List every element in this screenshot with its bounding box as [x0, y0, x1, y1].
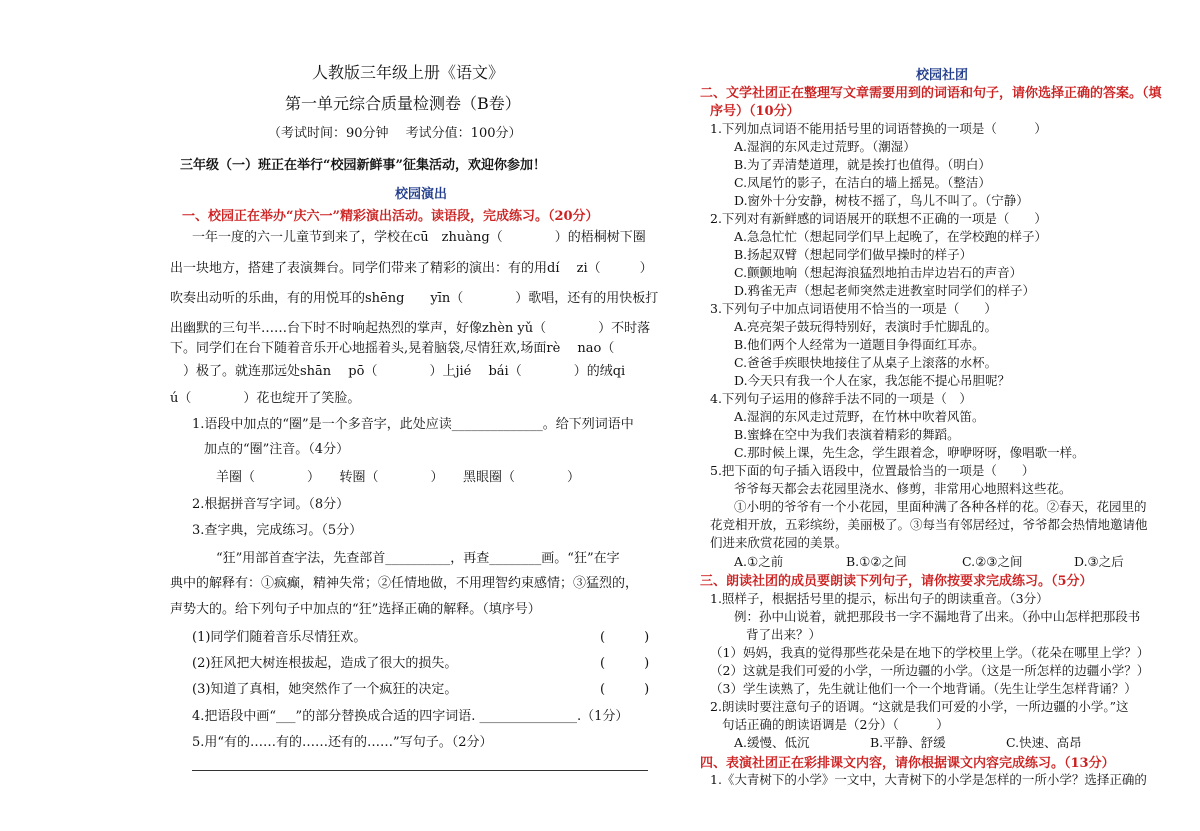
exam-info: （考试时间：90分钟 考试分值：100分） [268, 126, 522, 141]
answer-line[interactable] [192, 770, 648, 771]
question-1-1-points: 加点的“圈”注音。（4分） [204, 442, 350, 457]
intro-text: 三年级（一）班正在举行“校园新鲜事”征集活动，欢迎你参加！ [180, 158, 546, 173]
question-1-3-text: 声势大的。给下列句子中加点的“狂”选择正确的解释。（填序号） [170, 602, 541, 617]
question-1-title: 一、校园正在举办“庆六一”精彩演出活动。读语段，完成练习。（20分） [182, 209, 599, 224]
passage-line: 吹奏出动听的乐曲，有的用悦耳的shēng yīn（ ）歌唱，还有的用快板打 [170, 291, 659, 306]
q2-line: 2.下列对有新鲜感的词语展开的联想不正确的一项是（ ） [710, 211, 1047, 226]
q3-line: 1.照样子，根据括号里的提示，标出句子的朗读重音。（3分） [710, 591, 1049, 606]
question-4-title: 四、表演社团正在彩排课文内容，请你根据课文内容完成练习。（13分） [700, 756, 1115, 771]
q4-line: 1.《大青树下的小学》一文中，大青树下的小学是怎样的一所小学？选择正确的 [710, 772, 1147, 787]
q3-line: （3）学生读熟了，先生就让他们一个一个地背诵。（先生让学生怎样背诵？） [710, 681, 1137, 696]
question-1-3: 3.查字典，完成练习。（5分） [192, 523, 363, 538]
answer-paren[interactable]: ( ) [600, 656, 650, 671]
question-1-3-item: (3)知道了真相，她突然作了一个疯狂的决定。 [192, 682, 458, 697]
question-1-2: 2.根据拼音写字词。（8分） [192, 497, 350, 512]
q2-line: 3.下列句子中加点词语使用不恰当的一项是（ ） [710, 301, 997, 316]
q2-5-option: D.③之后 [1074, 554, 1124, 569]
passage-line: 出一块地方，搭建了表演舞台。同学们带来了精彩的演出：有的用dí zi（ ） [170, 261, 653, 276]
q2-text: ①小明的爷爷有一个小花园，里面种满了各种各样的花。②春天，花园里的 [734, 499, 1147, 514]
q2-option: B.为了弄清楚道理，就是挨打也值得。（明白） [734, 157, 991, 172]
q2-text: 们进来欣赏花园的美景。 [710, 535, 848, 550]
q2-option: B.蜜蜂在空中为我们表演着精彩的舞蹈。 [734, 427, 960, 442]
question-1-1: 1.语段中加点的“圈”是一个多音字，此处应读______________。给下列词语中 [192, 417, 634, 432]
passage-line: 下。同学们在台下随着音乐开心地摇着头,晃着脑袋,尽情狂欢,场面rè nao（ [170, 341, 615, 356]
q3-2-option: B.平静、舒缓 [870, 735, 946, 750]
q2-5-option: B.①②之间 [846, 554, 907, 569]
q2-option: A.急急忙忙（想起同学们早上起晚了，在学校跑的样子） [734, 229, 1048, 244]
q2-5-option: A.①之前 [734, 554, 784, 569]
q2-option: B.他们两个人经常为一道题目争得面红耳赤。 [734, 337, 985, 352]
question-1-3-text: 典中的解释有：①疯癫，精神失常；②任情地做，不用理智约束感情；③猛烈的， [170, 576, 639, 591]
q3-line: （1）妈妈，我真的觉得那些花朵是在地下的学校里上学。（花朵在哪里上学？） [710, 645, 1150, 660]
question-1-4: 4.把语段中画“___”的部分替换成合适的四字词语. _______________.（1分） [192, 709, 629, 724]
answer-paren[interactable]: ( ) [600, 630, 650, 645]
passage-line: 一年一度的六一儿童节到来了，学校在cū zhuàng（ ）的梧桐树下圈 [192, 230, 646, 245]
q3-line: 句话正确的朗读语调是（2分）（ ） [722, 717, 949, 732]
q2-option: A.湿润的东风走过荒野，在竹林中吹着风笛。 [734, 409, 985, 424]
question-1-3-item: (1)同学们随着音乐尽情狂欢。 [192, 630, 367, 645]
q3-2-option: C.快速、高昂 [1006, 735, 1082, 750]
answer-paren[interactable]: ( ) [600, 682, 650, 697]
q2-option: C.凤尾竹的影子，在洁白的墙上摇晃。（整洁） [734, 175, 991, 190]
passage-line: ú（ ）花也绽开了笑脸。 [170, 391, 361, 406]
q3-line: （2）这就是我们可爱的小学，一所边疆的小学。（这是一所怎样的边疆小学？） [710, 663, 1150, 678]
passage-line: ）极了。就连那远处shān pō（ ）上jié bái（ ）的绒qi [170, 364, 626, 379]
question-1-3-item: (2)狂风把大树连根拔起，造成了很大的损失。 [192, 656, 458, 671]
section-title-clubs: 校园社团 [916, 68, 969, 83]
paper-subtitle: 第一单元综合质量检测卷（B卷） [285, 94, 521, 113]
question-1-3-text: “狂”用部首查字法，先查部首__________，再查________画。“狂”在字 [216, 551, 620, 566]
q2-option: D.窗外十分安静，树枝不摇了，鸟儿不叫了。（宁静） [734, 193, 1029, 208]
q2-5-option: C.②③之间 [962, 554, 1023, 569]
question-3-title: 三、朗读社团的成员要朗读下列句子，请你按要求完成练习。（5分） [700, 574, 1093, 589]
q3-line: 2.朗读时要注意句子的语调。“这就是我们可爱的小学，一所边疆的小学。”这 [710, 699, 1129, 714]
q2-option: D.鸦雀无声（想起老师突然走进教室时同学们的样子） [734, 283, 1036, 298]
q3-line: 例：孙中山说着，就把那段书一字不漏地背了出来。（孙中山怎样把那段书 [734, 609, 1141, 624]
q2-text: 爷爷每天都会去花园里浇水、修剪，非常用心地照料这些花。 [734, 481, 1072, 496]
q2-option: C.颤颤地响（想起海浪猛烈地拍击岸边岩石的声音） [734, 265, 1023, 280]
question-2-title-cont: 序号）（10分） [710, 104, 800, 119]
q2-option: C.爸爸手疾眼快地接住了从桌子上滚落的水杯。 [734, 355, 998, 370]
question-2-title: 二、文学社团正在整理写文章需要用到的词语和句子，请你选择正确的答案。（填 [700, 86, 1162, 101]
passage-line: 出幽默的三句半……台下时不时响起热烈的掌声，好像zhèn yǔ（ ）不时落 [170, 321, 651, 336]
q3-line: 背了出来？） [746, 627, 822, 642]
q2-line: 1.下列加点词语不能用括号里的词语替换的一项是（ ） [710, 121, 1047, 136]
q2-text: 花竞相开放，五彩缤纷，美丽极了。③每当有邻居经过，爷爷都会热情地邀请他 [710, 517, 1148, 532]
q2-line: 5.把下面的句子插入语段中，位置最恰当的一项是（ ） [710, 463, 1035, 478]
q3-2-option: A.缓慢、低沉 [734, 735, 810, 750]
q2-option: A.亮亮架子鼓玩得特别好，表演时手忙脚乱的。 [734, 319, 998, 334]
question-1-1-items: 羊圈（ ） 转圈（ ） 黑眼圈（ ） [216, 470, 581, 485]
q2-option: A.湿润的东风走过荒野。（潮湿） [734, 139, 916, 154]
q2-option: D.今天只有我一个人在家，我怎能不提心吊胆呢？ [734, 373, 1011, 388]
q2-option: C.那时候上课，先生念，学生跟着念，咿咿呀呀，像唱歌一样。 [734, 445, 1085, 460]
paper-title: 人教版三年级上册《语文》 [312, 63, 505, 82]
question-1-5: 5.用“有的……有的……还有的……”写句子。（2分） [192, 735, 493, 750]
q2-option: B.扬起双臂（想起同学们做早操时的样子） [734, 247, 973, 262]
section-title-performance: 校园演出 [395, 187, 448, 202]
q2-line: 4.下列句子运用的修辞手法不同的一项是（ ） [710, 391, 972, 406]
